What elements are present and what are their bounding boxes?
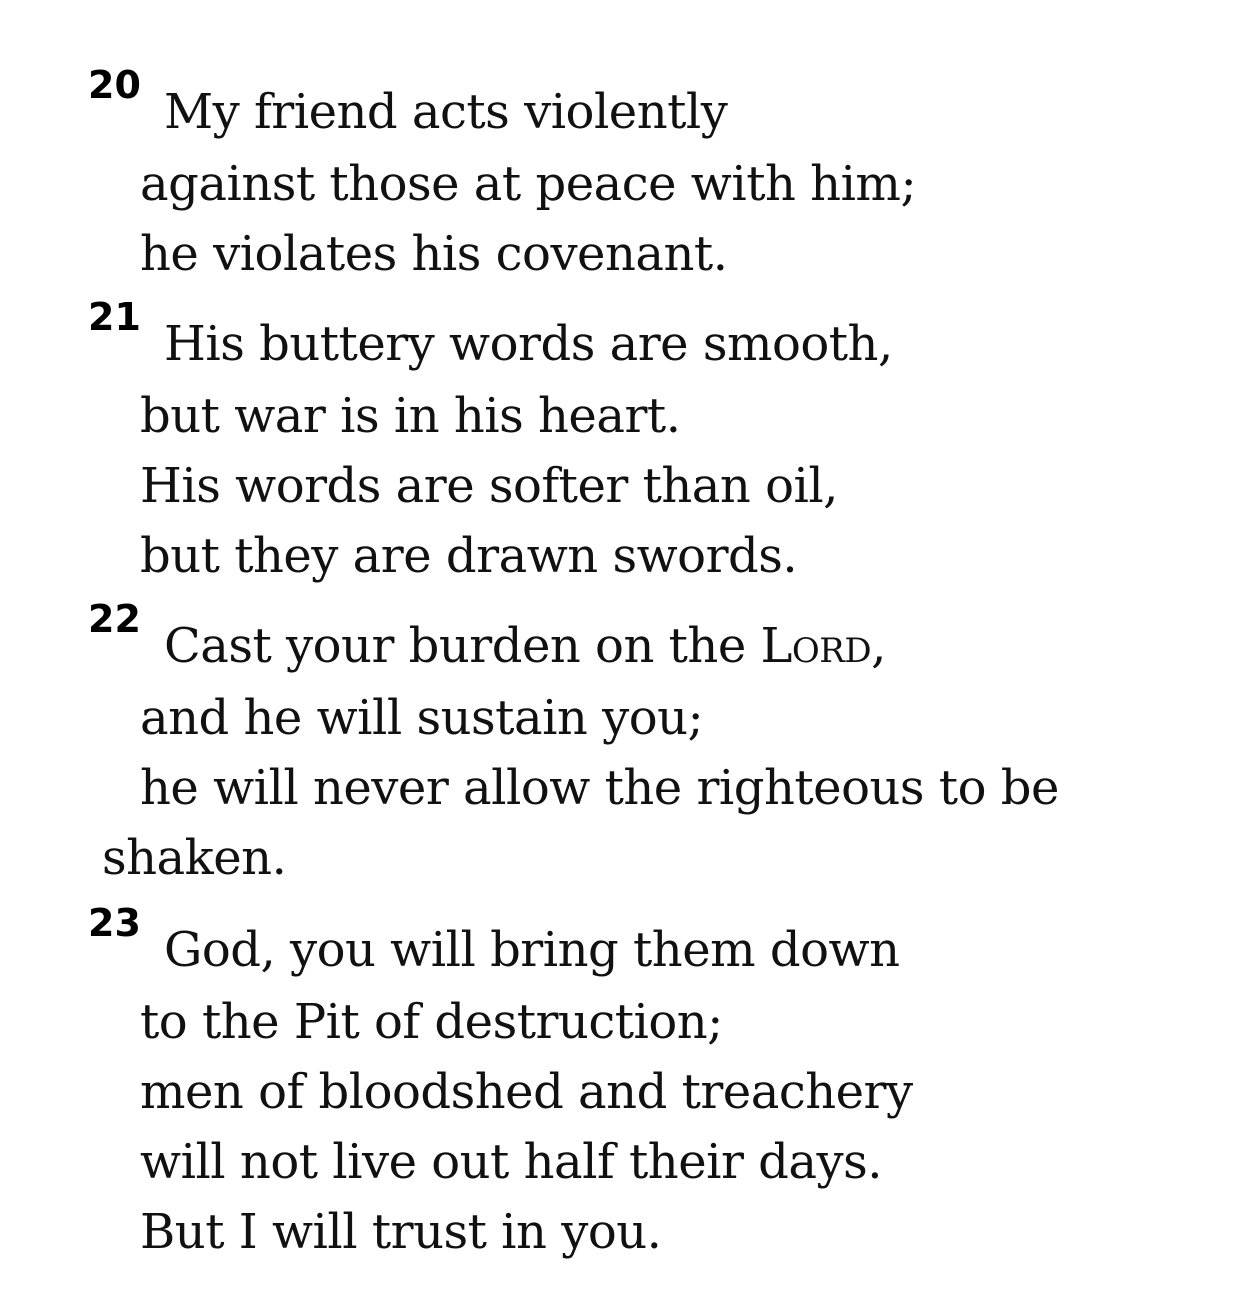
verse-line: His buttery words are smooth, (164, 316, 893, 372)
verse-line: and he will sustain you; (140, 690, 704, 746)
verse-number: 22 (88, 597, 141, 641)
verse-line: My friend acts violently (164, 84, 728, 140)
verse-number: 20 (88, 63, 141, 107)
verse-line: shaken. (102, 830, 287, 886)
verse-line: men of bloodshed and treachery (140, 1064, 913, 1120)
verse-line (164, 618, 886, 674)
verse-line: will not live out half their days. (140, 1134, 883, 1190)
verse-line: against those at peace with him; (140, 156, 917, 212)
verse-number: 23 (88, 901, 141, 945)
verse-line: But I will trust in you. (140, 1204, 662, 1260)
verse-line: he violates his covenant. (140, 226, 728, 282)
verse-line: but they are drawn swords. (140, 528, 798, 584)
verse-line: His words are softer than oil, (140, 458, 838, 514)
verse-punctuation: , (871, 618, 886, 674)
verse-line: but war is in his heart. (140, 388, 681, 444)
verse-line: to the Pit of destruction; (140, 994, 723, 1050)
verse-text: Cast your burden on the (164, 618, 761, 674)
verse-line: God, you will bring them down (164, 922, 900, 978)
divine-name: Lord (760, 618, 872, 674)
verse-number: 21 (88, 295, 141, 339)
verse-line: he will never allow the righteous to be (140, 760, 1059, 816)
